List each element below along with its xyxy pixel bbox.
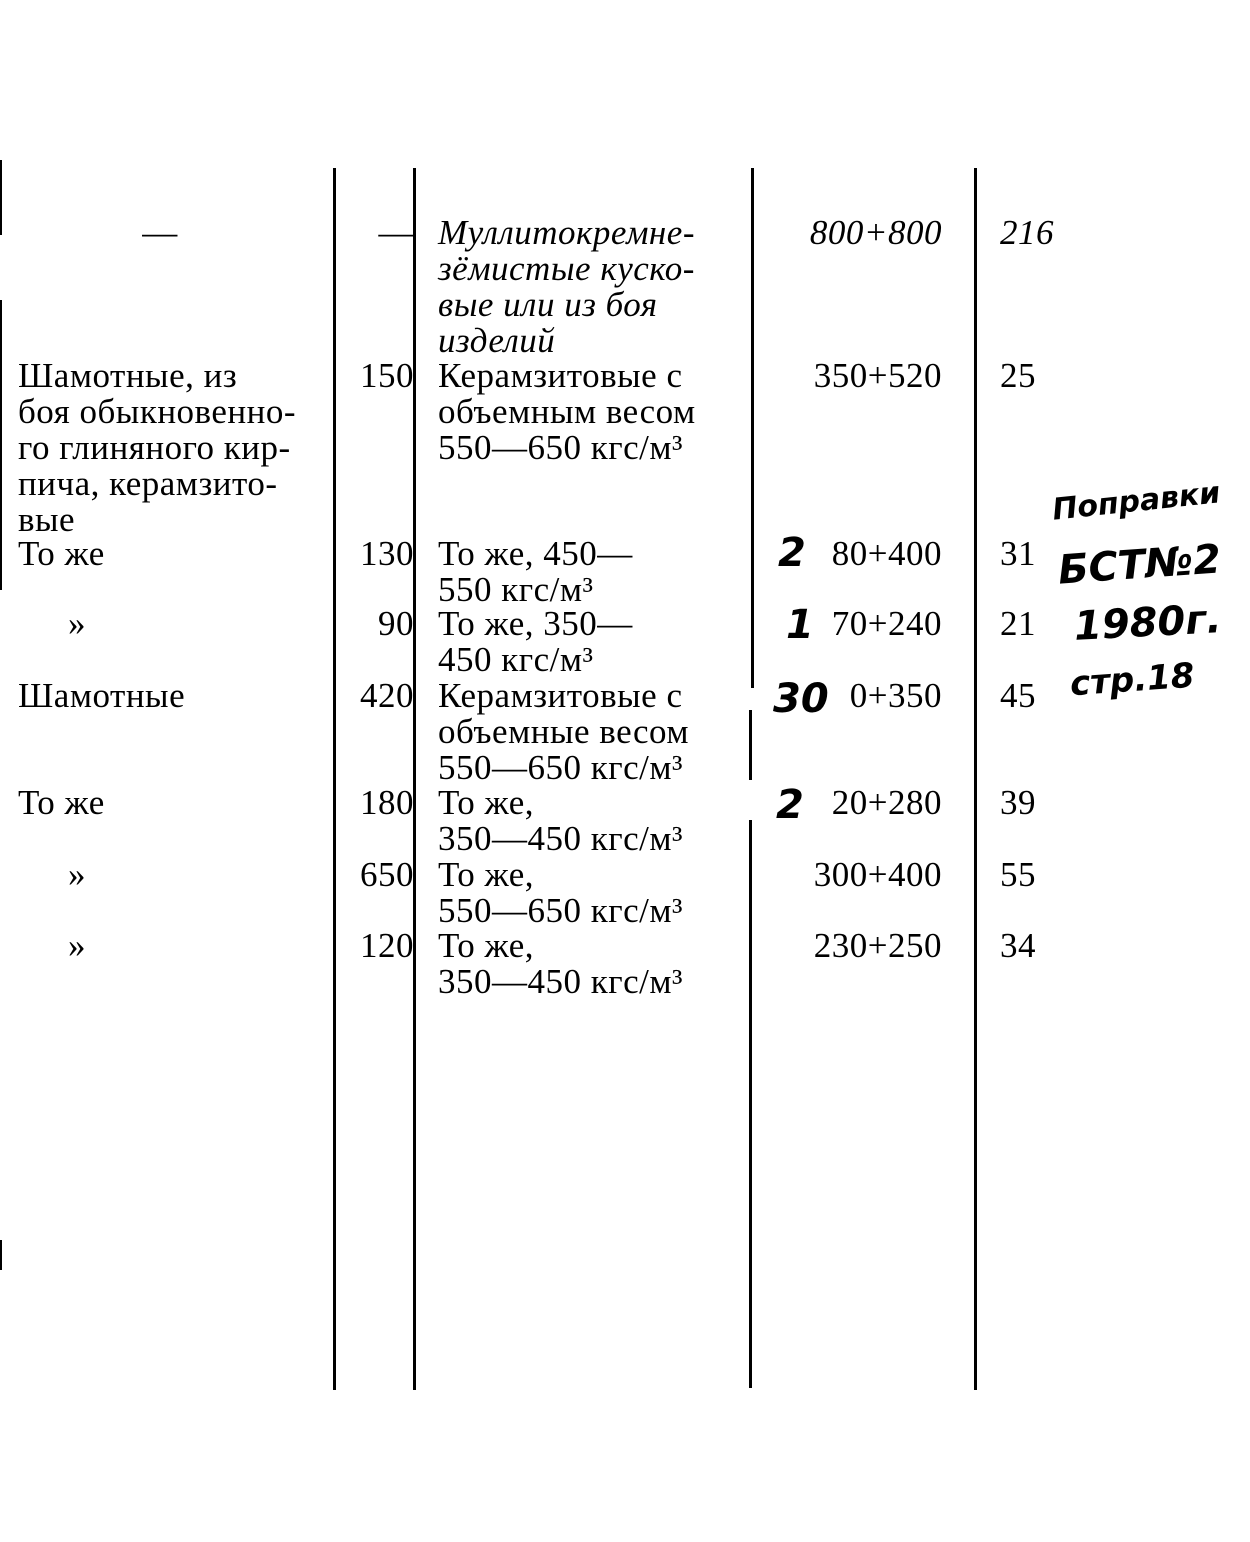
range-cell: 20+280 <box>831 783 942 822</box>
range-cell: 230+250 <box>813 926 942 965</box>
handwritten-correction: 1 <box>786 602 814 648</box>
material-cell: Шамотные, из боя обыкновенно- го глиняного кир- пича, керамзито- вые <box>18 356 297 539</box>
column-divider <box>333 168 336 1390</box>
value-cell: 180 <box>360 783 414 822</box>
value-cell: 120 <box>360 926 414 965</box>
filler-cell: Керамзитовые с объемные весом 550—650 кгс/м³ <box>438 676 689 787</box>
material-cell: » <box>68 604 86 643</box>
handwritten-note-line: 1980г. <box>1072 596 1223 650</box>
handwritten-note-line: стр.18 <box>1068 655 1196 705</box>
number-cell: 25 <box>1000 356 1036 395</box>
material-cell: Шамотные <box>18 676 186 715</box>
column-divider <box>751 168 754 688</box>
number-cell: 31 <box>1000 534 1036 573</box>
material-cell: » <box>68 926 86 965</box>
filler-cell: То же, 550—650 кгс/м³ <box>438 855 684 930</box>
filler-cell: То же, 350— 450 кгс/м³ <box>438 604 633 679</box>
value-cell: 150 <box>360 356 414 395</box>
value-cell: — <box>378 213 414 252</box>
range-cell: 0+350 <box>849 676 942 715</box>
filler-cell: Муллитокремне- зёмистые куско- вые или из боя изделий <box>438 213 695 360</box>
margin-mark <box>0 1240 2 1270</box>
filler-cell: Керамзитовые с объемным весом 550—650 кгс/м³ <box>438 356 696 467</box>
number-cell: 55 <box>1000 855 1036 894</box>
number-cell: 45 <box>1000 676 1036 715</box>
value-cell: 420 <box>360 676 414 715</box>
range-cell: 300+400 <box>813 855 942 894</box>
material-cell: То же <box>18 783 105 822</box>
material-cell: То же <box>18 534 105 573</box>
range-cell: 350+520 <box>813 356 942 395</box>
column-divider <box>974 168 977 1390</box>
number-cell: 216 <box>1000 213 1054 252</box>
margin-mark <box>0 300 2 590</box>
value-cell: 650 <box>360 855 414 894</box>
range-cell: 70+240 <box>831 604 942 643</box>
number-cell: 39 <box>1000 783 1036 822</box>
material-cell: — <box>142 213 178 252</box>
range-cell: 800+800 <box>809 213 942 252</box>
value-cell: 130 <box>360 534 414 573</box>
column-divider <box>749 710 752 780</box>
column-divider <box>413 168 416 1390</box>
material-cell: » <box>68 855 86 894</box>
handwritten-note-line: БСТ№2 <box>1056 536 1223 594</box>
number-cell: 21 <box>1000 604 1036 643</box>
range-cell: 80+400 <box>831 534 942 573</box>
number-cell: 34 <box>1000 926 1036 965</box>
filler-cell: То же, 450— 550 кгс/м³ <box>438 534 633 609</box>
handwritten-correction: 30 <box>773 676 829 722</box>
value-cell: 90 <box>378 604 414 643</box>
handwritten-correction: 2 <box>778 530 806 576</box>
column-divider <box>749 820 752 1388</box>
filler-cell: То же, 350—450 кгс/м³ <box>438 783 684 858</box>
filler-cell: То же, 350—450 кгс/м³ <box>438 926 684 1001</box>
handwritten-correction: 2 <box>776 782 804 828</box>
handwritten-note-line: Поправки <box>1050 475 1222 528</box>
